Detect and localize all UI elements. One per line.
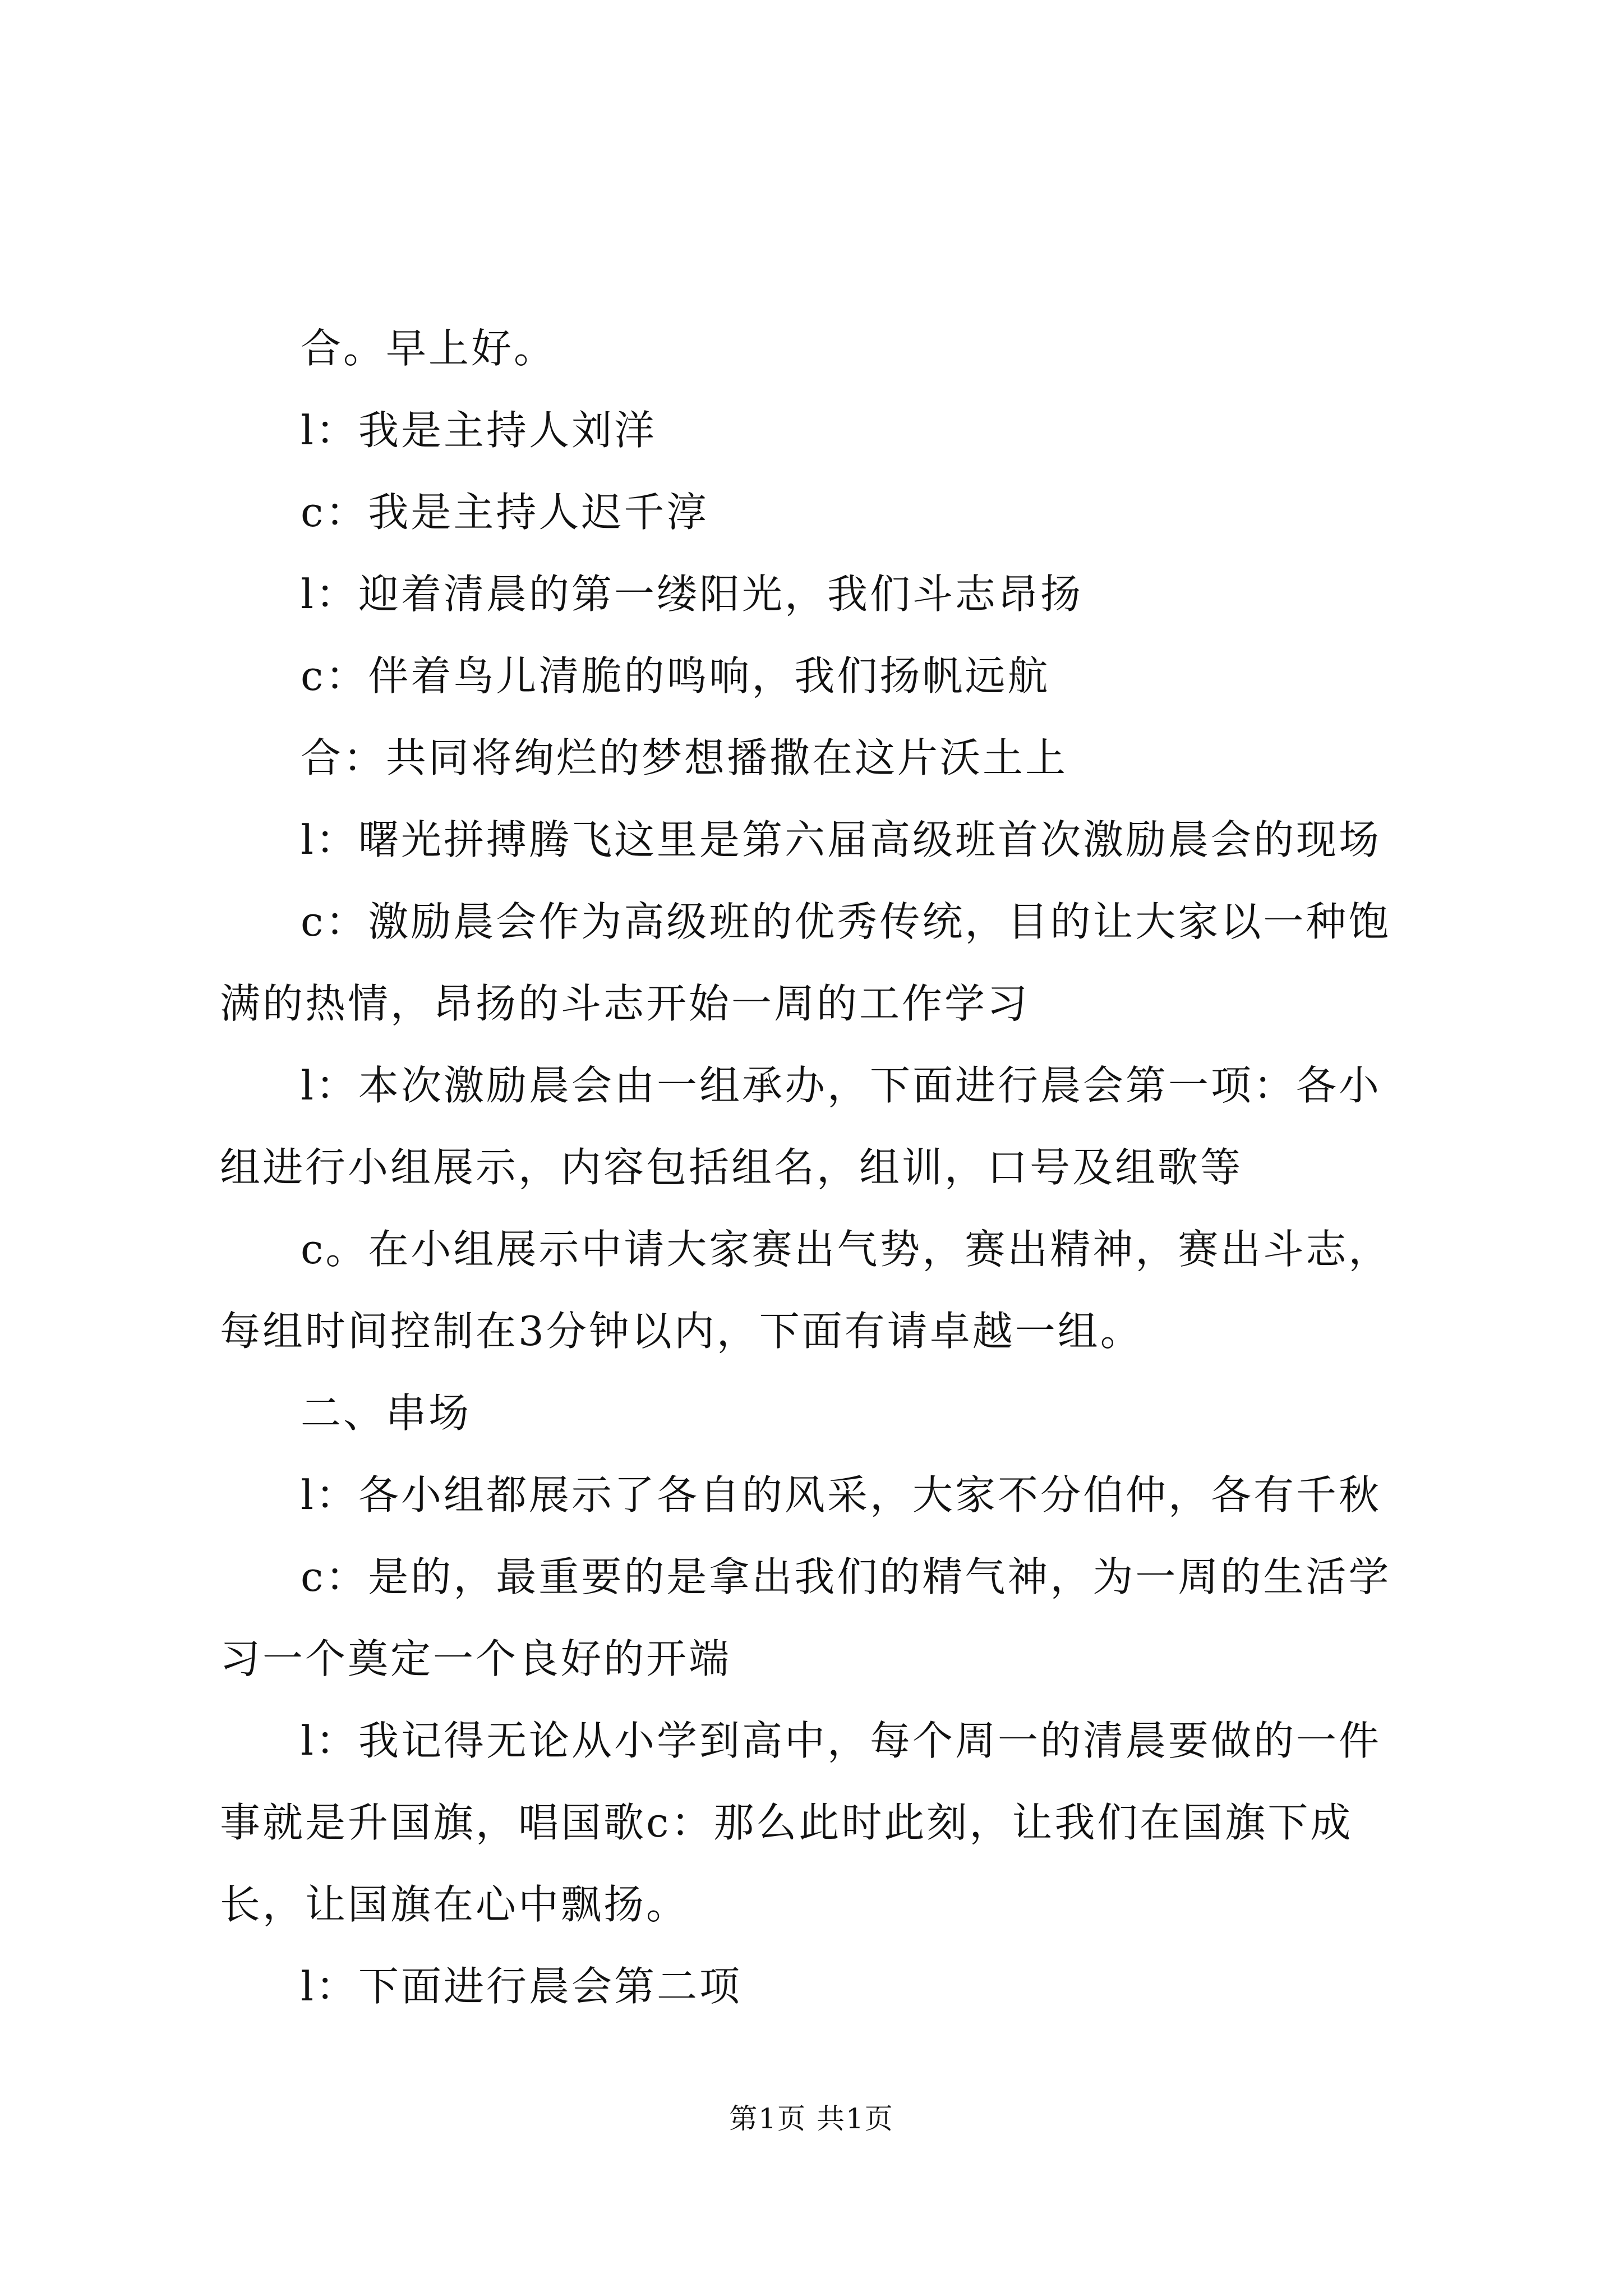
paragraph: 合。早上好。 [301, 325, 557, 372]
paragraph: l：我记得无论从小学到高中，每个周一的清晨要做的一件事就是升国旗，唱国歌c：那么此时此刻，让我们在国旗下成长，让国旗在心中飘扬。 [220, 1717, 1382, 1928]
paragraph: l：本次激励晨会由一组承办，下面进行晨会第一项：各小组进行小组展示，内容包括组名，组训，口号及组歌等 [220, 1062, 1382, 1191]
paragraph: l：各小组都展示了各自的风采，大家不分伯仲，各有千秋 [301, 1471, 1382, 1519]
section-heading: 二、串场 [301, 1389, 472, 1437]
page-footer: 第1页 共1页 [729, 2102, 894, 2135]
paragraph: l：曙光拼搏腾飞这里是第六届高级班首次激励晨会的现场 [301, 816, 1382, 863]
paragraph: c：我是主持人迟千淳 [301, 489, 709, 536]
paragraph: l：迎着清晨的第一缕阳光，我们斗志昂扬 [301, 570, 1083, 618]
paragraph: l：下面进行晨会第二项 [301, 1963, 743, 2010]
paragraph: c：是的，最重要的是拿出我们的精气神，为一周的生活学习一个奠定一个良好的开端 [220, 1553, 1391, 1682]
paragraph: l：我是主持人刘洋 [301, 407, 657, 454]
paragraph: c。在小组展示中请大家赛出气势，赛出精神，赛出斗志，每组时间控制在3分钟以内，下面有请卓越一组。 [220, 1226, 1391, 1355]
paragraph: c：伴着鸟儿清脆的鸣响，我们扬帆远航 [301, 652, 1050, 700]
paragraph: 合：共同将绚烂的梦想播撒在这片沃土上 [301, 734, 1068, 781]
paragraph: c：激励晨会作为高级班的优秀传统，目的让大家以一种饱满的热情，昂扬的斗志开始一周的工作学习 [220, 898, 1391, 1027]
document-body [220, 307, 1420, 2027]
